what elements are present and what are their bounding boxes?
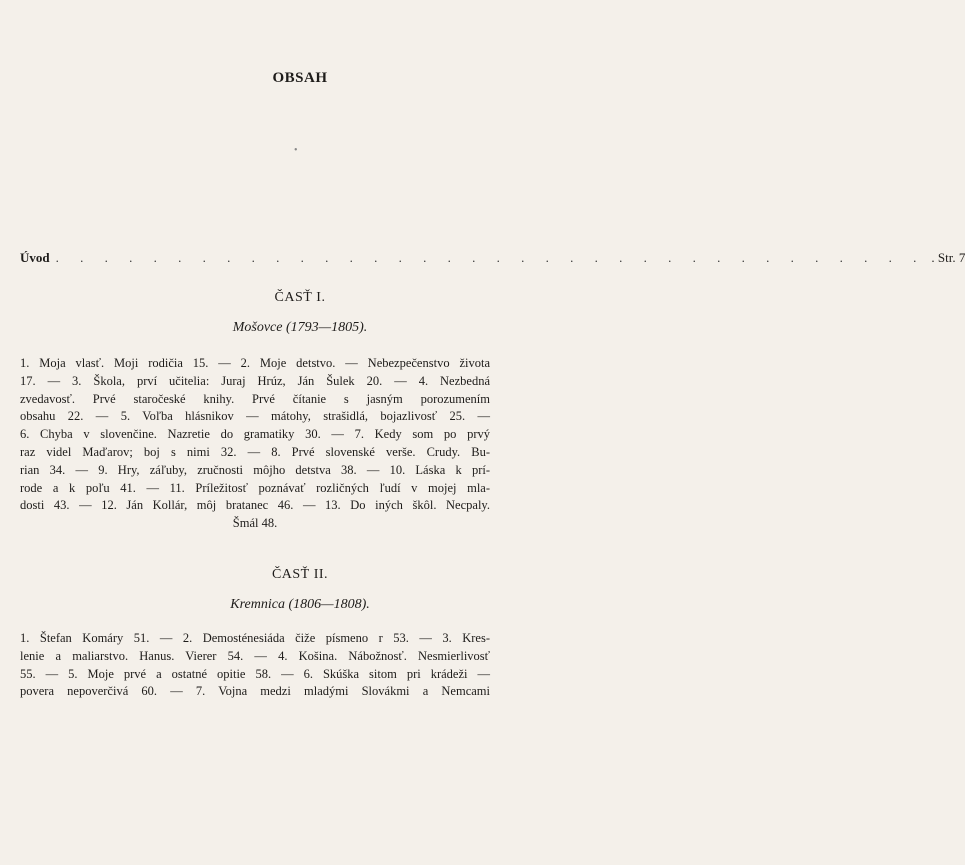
dot-leader: . . . . . . . . . . . . . . . . . . . . . . . . . . . . . . . . . . . . xyxy=(55,250,926,265)
contents-line: obsahu 22. — 5. Voľba hlásnikov — mátohy, strašidlá, bojazlivosť 25. — xyxy=(20,409,490,424)
contents-line: 6. Chyba v slovenčine. Nazretie do gramatiky 30. — 7. Kedy som po prvý xyxy=(20,427,490,442)
toc-page-ref: . Str. 7 xyxy=(931,250,965,265)
contents-line: dosti 43. — 12. Ján Kollár, môj bratanec 46. — 13. Do iných škôl. Necpaly. xyxy=(20,498,490,513)
part-contents xyxy=(20,355,490,533)
contents-line: zvedavosť. Prvé staročeské knihy. Prvé čítanie s jasným porozumením xyxy=(20,391,490,406)
contents-line: raz videl Maďarov; boj s nimi 32. — 8. Prvé slovenské verše. Crudy. Bu- xyxy=(20,444,490,459)
part-contents xyxy=(20,630,490,701)
contents-line: Šmál 48. xyxy=(232,516,278,531)
contents-line: 55. — 5. Moje prvé a ostatné opitie 58. — 6. Skúška sitom pri krádeži — xyxy=(20,666,490,681)
ornament-dot: • xyxy=(294,145,298,156)
contents-line: lenie a maliarstvo. Hanus. Vierer 54. — 4. Košina. Nábožnosť. Nesmierlivosť xyxy=(20,648,490,663)
toc-entry-intro[interactable] xyxy=(20,250,965,268)
toc-entry-label: Úvod xyxy=(20,250,50,265)
part-subtitle: Kremnica (1806—1808). xyxy=(230,597,370,612)
contents-line: 17. — 3. Škola, prví učitelia: Juraj Hrúz, Ján Šulek 20. — 4. Nezbedná xyxy=(20,373,490,388)
contents-line: rian 34. — 9. Hry, záľuby, zručnosti môjho detstva 38. — 10. Láska k prí- xyxy=(20,462,490,477)
part-subtitle: Mošovce (1793—1805). xyxy=(232,320,368,335)
page-heading: OBSAH xyxy=(272,70,328,86)
contents-line: 1. Moja vlasť. Moji rodičia 15. — 2. Moje detstvo. — Nebezpečenstvo života xyxy=(20,356,490,370)
contents-line: povera nepoverčivá 60. — 7. Vojna medzi mladými Slovákmi a Nemcami xyxy=(20,684,490,699)
part-title: ČASŤ I. xyxy=(274,290,326,305)
part-title: ČASŤ II. xyxy=(271,567,329,582)
contents-line: rode a k poľu 41. — 11. Príležitosť poznávať rozličných ľudí v mojej mla- xyxy=(20,480,490,495)
contents-line: 1. Štefan Komáry 51. — 2. Demosténesiáda čiže písmeno r 53. — 3. Kres- xyxy=(20,631,490,645)
